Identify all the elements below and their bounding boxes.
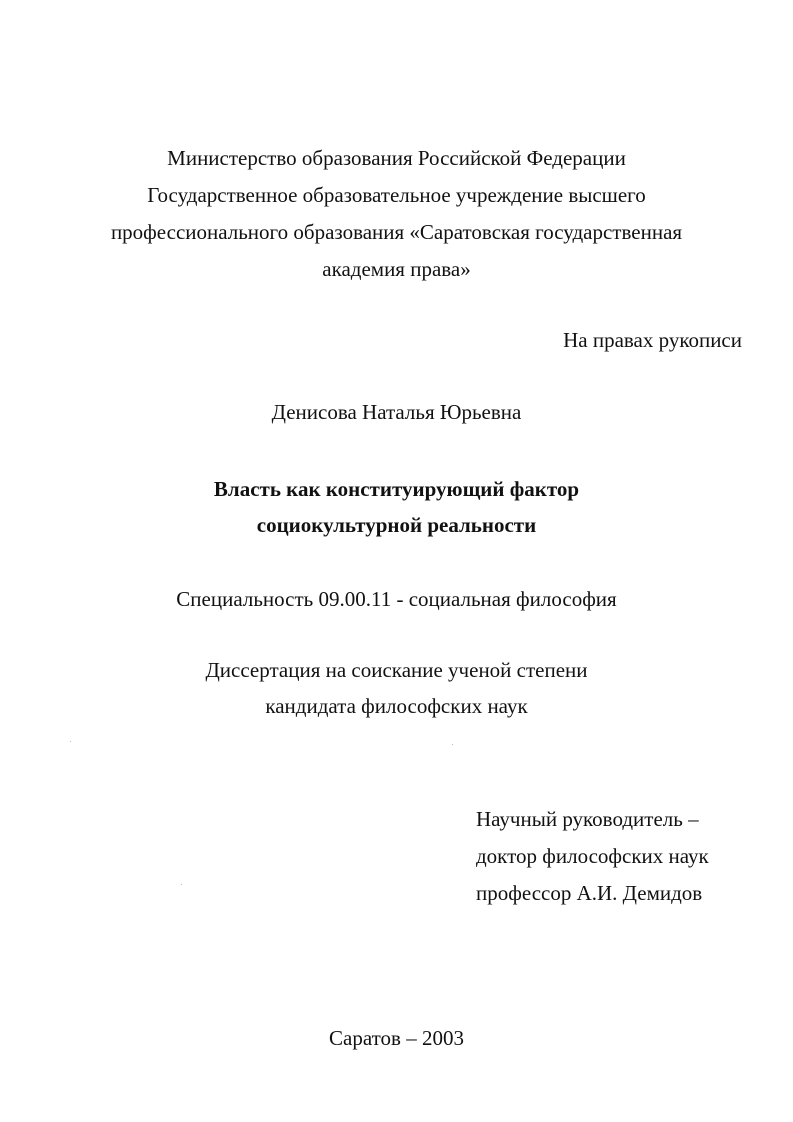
- ministry-line: Министерство образования Российской Федерации: [167, 146, 626, 170]
- scan-speck: [70, 741, 71, 742]
- scan-speck: [181, 884, 182, 885]
- institution-line-3: академия права»: [322, 257, 471, 281]
- supervisor-line-2: доктор философских наук: [476, 844, 709, 868]
- city-year: Саратов – 2003: [329, 1026, 464, 1050]
- dissertation-title-line-2: социокультурной реальности: [256, 513, 537, 537]
- institution-line-2: профессионального образования «Саратовская государственная: [110, 220, 683, 244]
- scan-speck: [452, 744, 453, 745]
- dissertation-title-line-1: Власть как конституирующий фактор: [213, 477, 580, 501]
- institution-line-1: Государственное образовательное учреждение высшего: [147, 183, 646, 207]
- degree-line-1: Диссертация на соискание ученой степени: [205, 658, 588, 682]
- manuscript-note: На правах рукописи: [563, 328, 742, 352]
- author-name: Денисова Наталья Юрьевна: [271, 400, 522, 424]
- degree-line-2: кандидата философских наук: [265, 694, 528, 718]
- supervisor-line-3: профессор А.И. Демидов: [476, 881, 703, 905]
- specialty-line: Специальность 09.00.11 - социальная философия: [176, 587, 617, 611]
- supervisor-line-1: Научный руководитель –: [476, 807, 699, 831]
